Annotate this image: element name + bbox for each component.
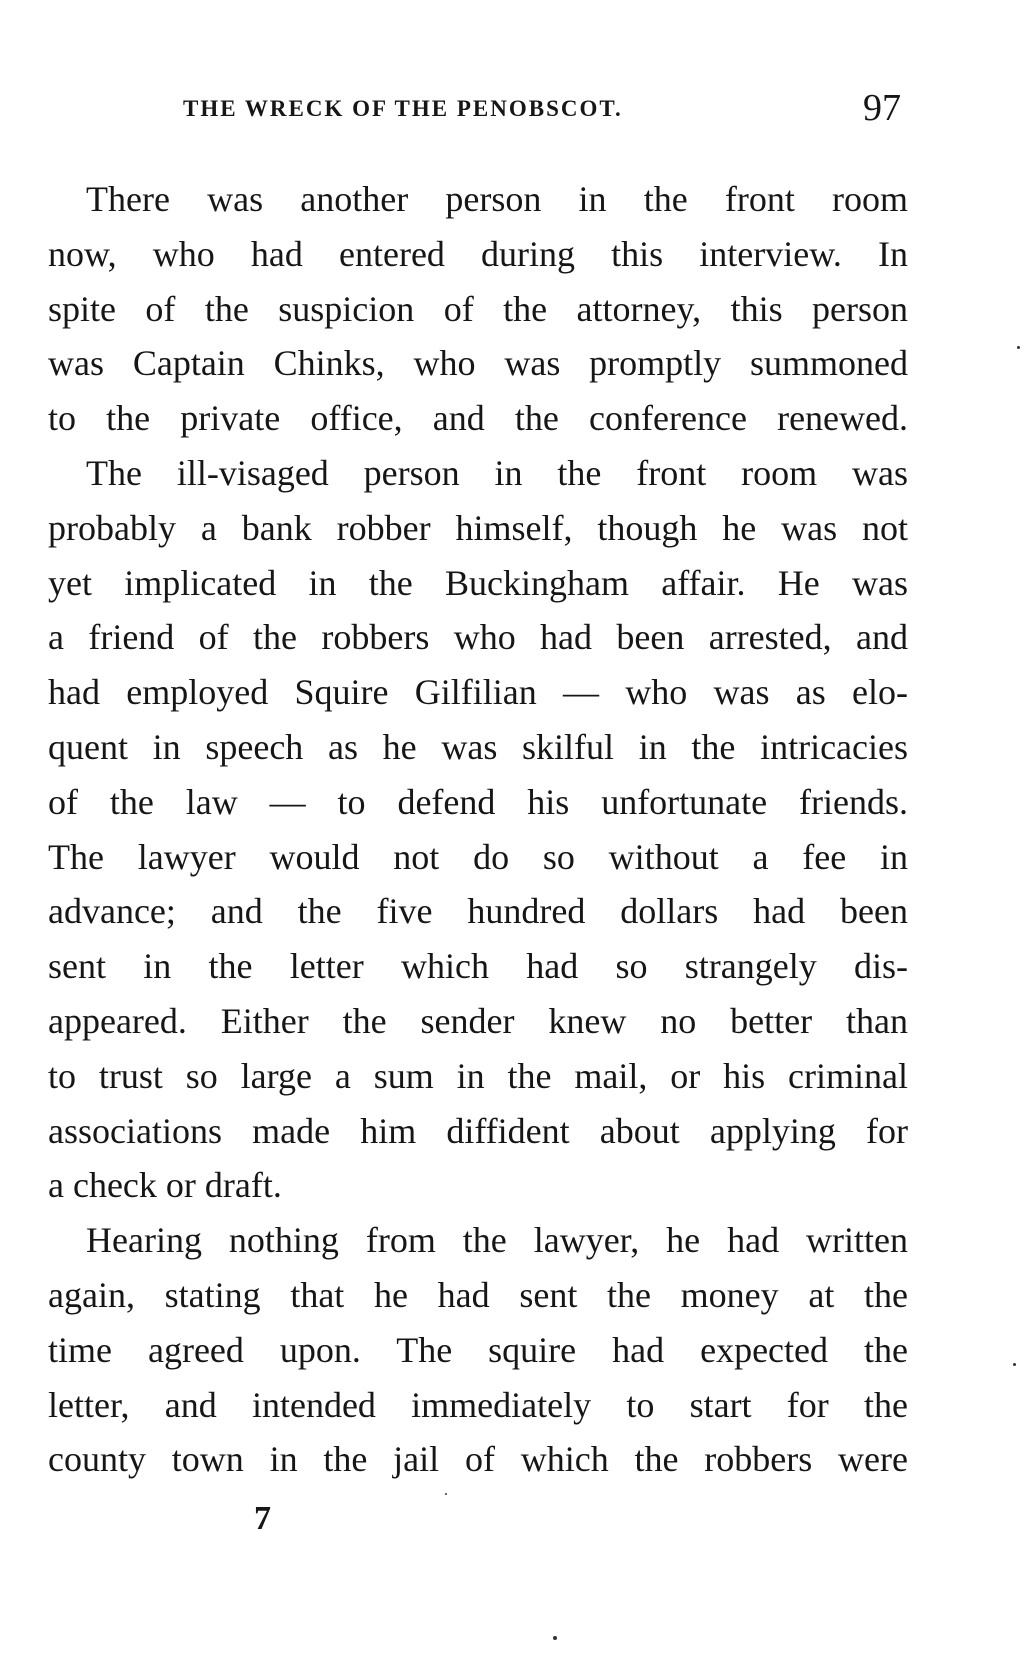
- text-line: The lawyer would not do so without a fee in: [48, 836, 908, 877]
- text-line: now, who had entered during this interview. In: [48, 233, 908, 274]
- text-line: sent in the letter which had so strangely dis-: [48, 946, 908, 987]
- text-line: time agreed upon. The squire had expected the: [48, 1329, 908, 1370]
- text-line: to the private office, and the conference renewed.: [48, 398, 908, 439]
- text-line: county town in the jail of which the robbers were: [48, 1439, 908, 1480]
- text-line: to trust so large a sum in the mail, or his criminal: [48, 1055, 908, 1096]
- ink-speck: [1013, 1363, 1016, 1366]
- text-line: probably a bank robber himself, though he was not: [48, 507, 908, 548]
- text-line: quent in speech as he was skilful in the intricacies: [48, 726, 908, 767]
- text-line: again, stating that he had sent the money at the: [48, 1274, 908, 1315]
- text-line: Hearing nothing from the lawyer, he had written: [86, 1220, 908, 1261]
- page-number: 97: [863, 87, 901, 129]
- text-line: appeared. Either the sender knew no better than: [48, 1000, 908, 1041]
- running-head: THE WRECK OF THE PENOBSCOT.: [183, 96, 623, 121]
- ink-speck: [1017, 346, 1020, 349]
- text-line: had employed Squire Gilfilian — who was as elo-: [48, 672, 908, 713]
- text-line: associations made him diffident about applying for: [48, 1110, 908, 1151]
- signature-mark: 7: [254, 1500, 271, 1537]
- text-line: There was another person in the front room: [86, 179, 908, 219]
- text-line: spite of the suspicion of the attorney, this person: [48, 288, 908, 329]
- text-line: was Captain Chinks, who was promptly summoned: [48, 343, 908, 384]
- body-text: [48, 172, 908, 1487]
- ink-speck: [553, 1636, 557, 1640]
- text-line: advance; and the five hundred dollars had been: [48, 891, 908, 932]
- text-line: a friend of the robbers who had been arrested, and: [48, 617, 908, 658]
- text-line: of the law — to defend his unfortunate friends.: [48, 781, 908, 822]
- text-line: a check or draft.: [48, 1165, 282, 1206]
- text-line: yet implicated in the Buckingham affair. He was: [48, 562, 908, 603]
- text-line: The ill-visaged person in the front room was: [86, 452, 908, 493]
- text-line: letter, and intended immediately to start for the: [48, 1384, 908, 1425]
- ink-speck: [445, 1493, 447, 1495]
